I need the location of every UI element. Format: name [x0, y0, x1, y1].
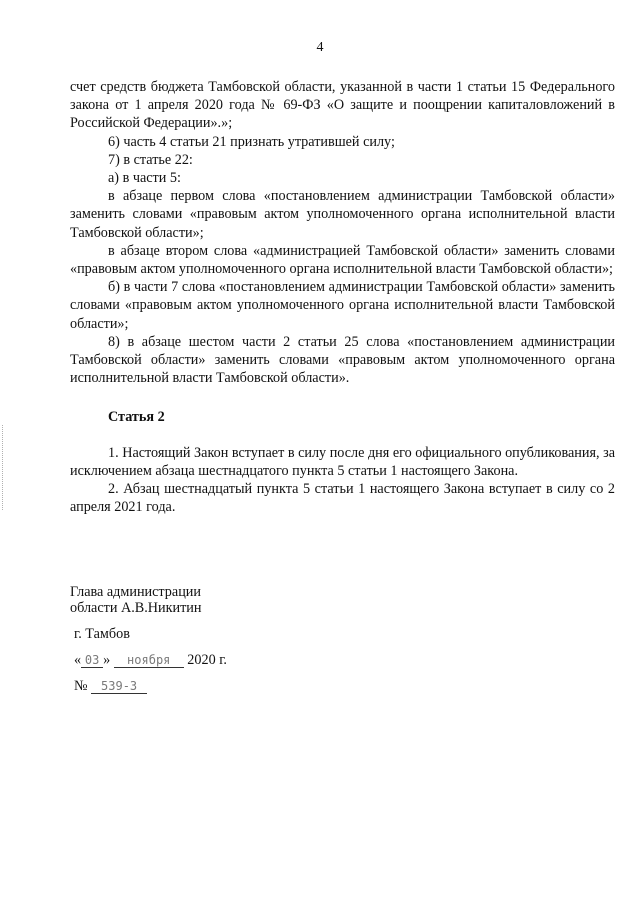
- date-day: 03: [81, 653, 103, 668]
- paragraph: счет средств бюджета Тамбовской области, указанной в части 1 статьи 15 Федерального закона от 1 апреля 2020 года № 69-ФЗ «О защите и поощрении капиталовложений в Российской Федерации».»;: [70, 79, 615, 132]
- date-month: ноября: [114, 653, 184, 668]
- city-line: г. Тамбов: [74, 626, 130, 642]
- margin-scan-mark: [2, 425, 6, 510]
- paragraph: б) в части 7 слова «постановлением администрации Тамбовской области» заменить словами «правовым актом уполномоченного органа исполнительной власти Тамбовской области»;: [70, 279, 615, 332]
- number-prefix: №: [74, 678, 88, 694]
- date-open-quote: «: [74, 652, 82, 668]
- paragraph: 2. Абзац шестнадцатый пункта 5 статьи 1 настоящего Закона вступает в силу со 2 апреля 2021 года.: [70, 481, 615, 516]
- paragraph: а) в части 5:: [108, 170, 181, 187]
- paragraph: в абзаце втором слова «администрацией Тамбовской области» заменить словами «правовым актом уполномоченного органа исполнительной власти Тамбовской области»;: [70, 242, 615, 278]
- document-body: [70, 78, 615, 516]
- paragraph: 8) в абзаце шестом части 2 статьи 25 слова «постановлением администрации Тамбовской области» заменить словами «правовым актом уполномоченного органа исполнительной власти Тамбовской области».: [70, 333, 615, 387]
- signature-title-line1: Глава администрации: [70, 584, 201, 600]
- article-2-body: [70, 444, 615, 517]
- date-close-quote: »: [103, 652, 111, 668]
- page-number: 4: [316, 40, 324, 55]
- date-line: [74, 652, 227, 669]
- signature-block: [70, 584, 201, 616]
- paragraph: в абзаце первом слова «постановлением администрации Тамбовской области» заменить словами «правовым актом уполномоченного органа исполнительной власти Тамбовской области»;: [70, 188, 615, 241]
- paragraph: 1. Настоящий Закон вступает в силу после дня его официального опубликования, за исключением абзаца шестнадцатого пункта 5 статьи 1 настоящего Закона.: [70, 444, 615, 479]
- date-year: 2020 г.: [187, 652, 227, 668]
- paragraph: 6) часть 4 статьи 21 признать утратившей силу;: [108, 133, 395, 150]
- signature-title-line2: области А.В.Никитин: [70, 600, 202, 616]
- article-1-continuation: [70, 78, 615, 387]
- number-value: 539-З: [91, 679, 147, 694]
- article-heading: Статья 2: [108, 409, 165, 426]
- paragraph: 7) в статье 22:: [108, 151, 193, 168]
- number-line: [74, 678, 147, 695]
